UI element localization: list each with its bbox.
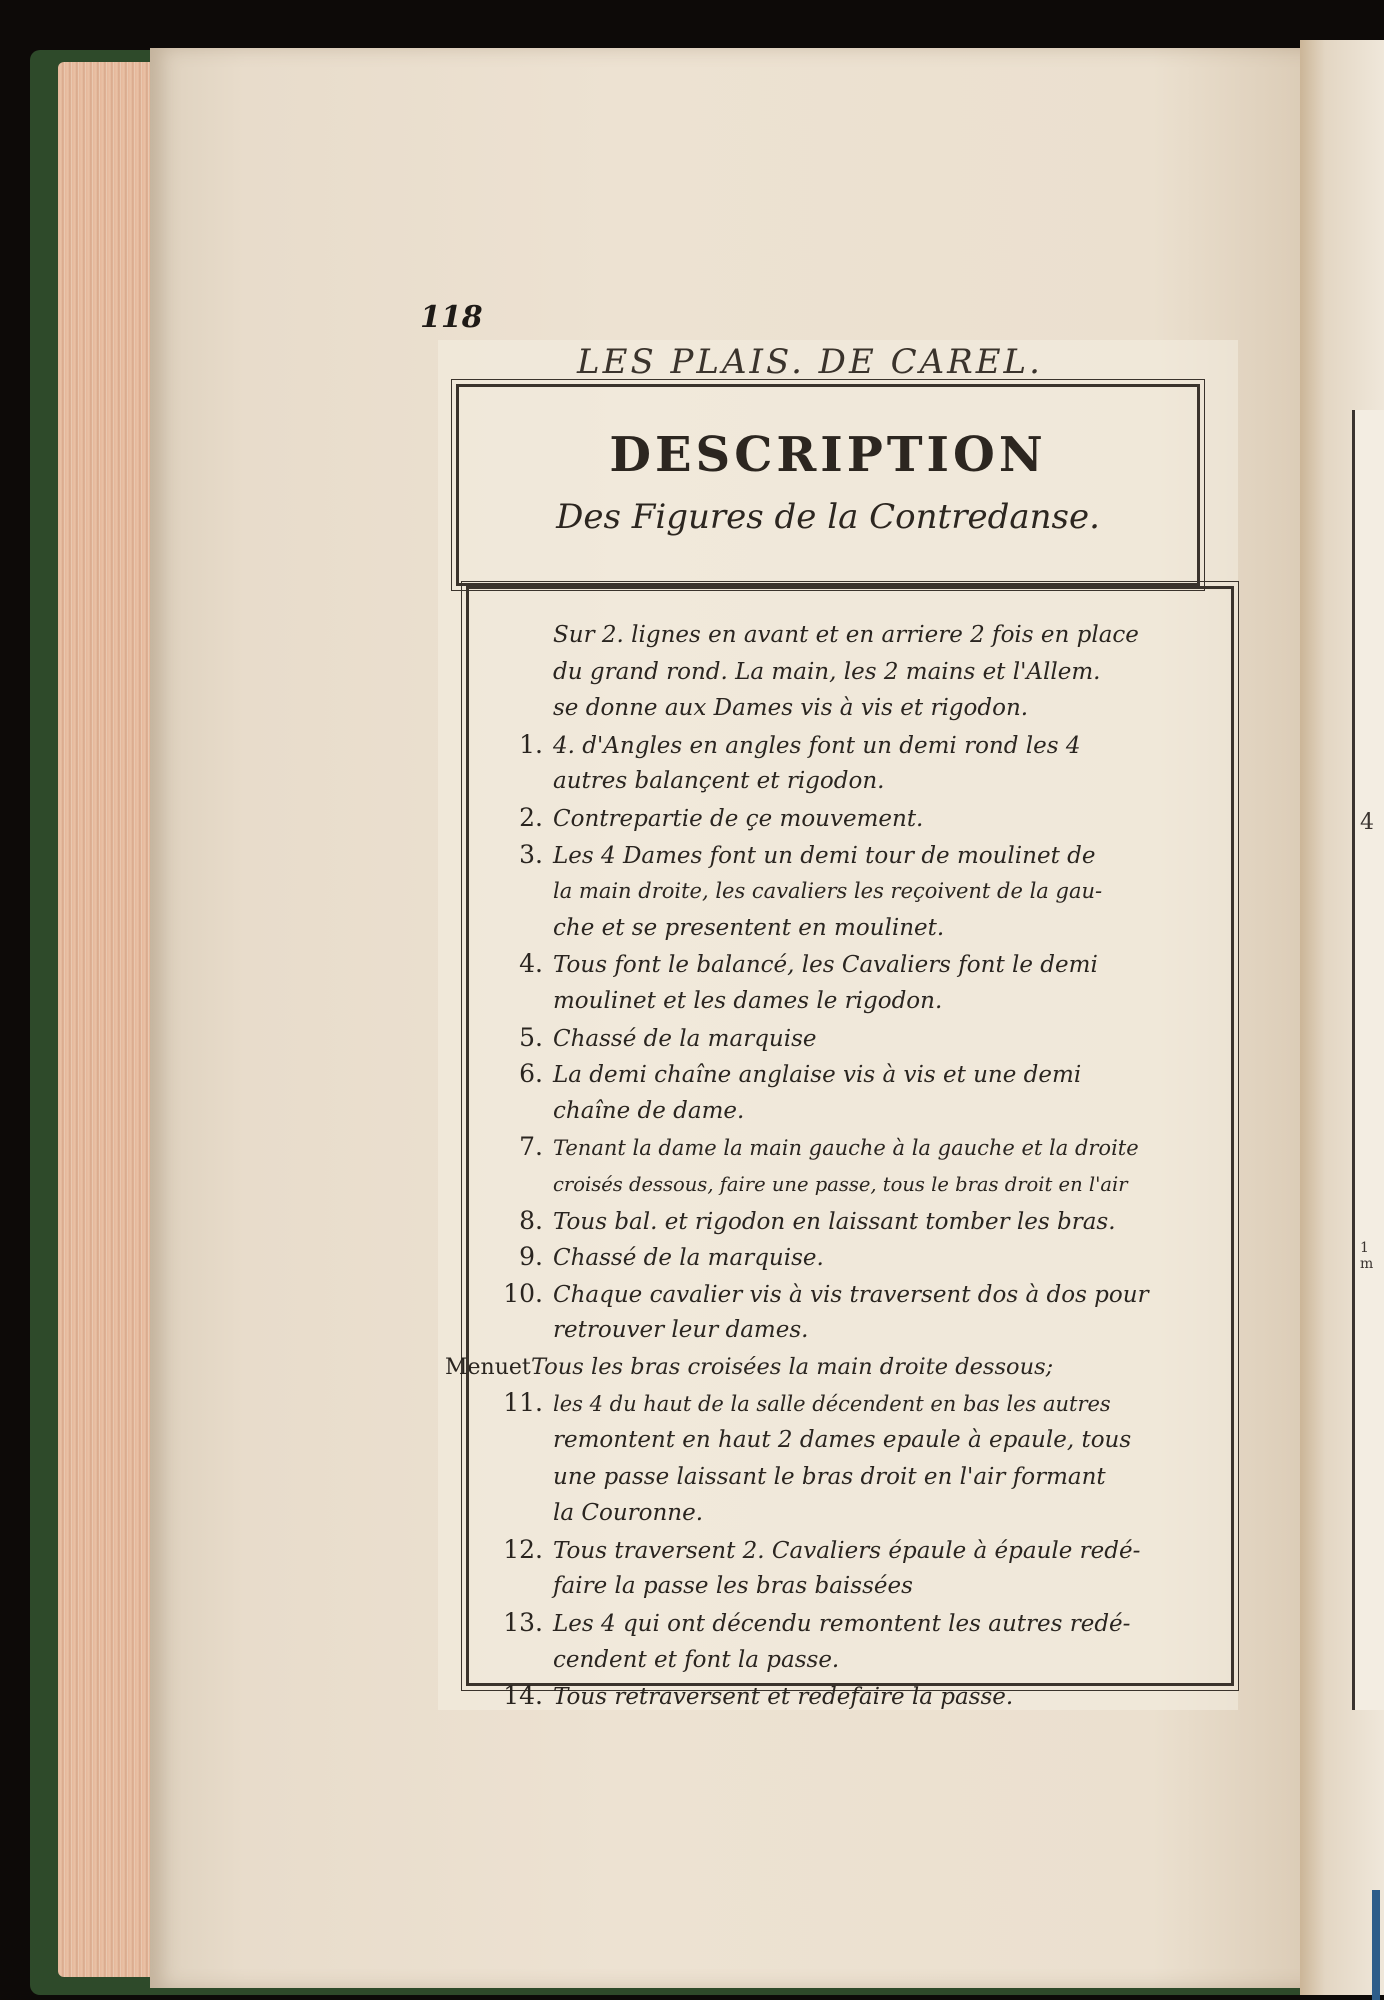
description-line: [489, 1605, 1219, 1642]
figure-text: remontent en haut 2 dames epaule à epaule, tous: [553, 1427, 1132, 1454]
figure-text: une passe laissant le bras droit en l'air formant: [553, 1463, 1106, 1490]
figure-text: Les 4 Dames font un demi tour de moulinet de: [553, 842, 1096, 869]
description-line: [489, 690, 1219, 727]
description-line: [489, 1495, 1219, 1532]
description-line: [489, 1203, 1219, 1240]
figure-text: la main droite, les cavaliers les reçoivent de la gau-: [553, 879, 1103, 904]
description-line: [489, 837, 1219, 874]
right-page: [1300, 40, 1384, 1995]
figure-number: 13.: [503, 1608, 543, 1638]
adjacent-glyph: 4: [1360, 810, 1374, 835]
figure-text: croisés dessous, faire une passe, tous le bras droit en l'air: [553, 1172, 1128, 1196]
description-line: [489, 800, 1219, 837]
description-line: [489, 617, 1219, 654]
figure-text: Sur 2. lignes en avant et en arriere 2 fois en place: [553, 622, 1139, 648]
description-line: [489, 1129, 1219, 1166]
figure-number: 8.: [519, 1205, 543, 1235]
description-line: [489, 1239, 1219, 1276]
figure-number: 10.: [503, 1278, 543, 1308]
figure-text: du grand rond. La main, les 2 mains et l'Allem.: [553, 658, 1101, 685]
figure-text: Tous les bras croisées la main droite dessous;: [531, 1353, 1054, 1380]
figure-text: autres balançent et rigodon.: [553, 768, 885, 795]
description-line: [489, 983, 1219, 1020]
description-line: [489, 1020, 1219, 1057]
figure-text: faire la passe les bras baissées: [553, 1573, 913, 1600]
plate-subtitle: Des Figures de la Contredanse.: [556, 497, 1100, 537]
running-head: LES PLAIS. DE CAREL.: [577, 342, 1043, 382]
page-number: 118: [420, 300, 483, 335]
figure-list: [445, 617, 1219, 1715]
figure-number: 11.: [503, 1388, 543, 1418]
figure-text: 4. d'Angles en angles font un demi rond les 4: [553, 732, 1081, 759]
description-line: [489, 1532, 1219, 1569]
description-line: [445, 1349, 1219, 1386]
figure-text: Tenant la dame la main gauche à la gauche et la droite: [553, 1136, 1139, 1161]
description-line: [489, 1422, 1219, 1459]
figure-text: Chaque cavalier vis à vis traversent dos à dos pour: [553, 1281, 1149, 1308]
figure-text: Tous font le balancé, les Cavaliers font le demi: [553, 952, 1098, 979]
description-line: [489, 1276, 1219, 1313]
description-line: [489, 1459, 1219, 1496]
description-line: [489, 1678, 1219, 1715]
bookmark-ribbon: [1372, 1890, 1380, 2000]
figure-text: les 4 du haut de la salle décendent en bas les autres: [553, 1392, 1111, 1417]
description-line: [489, 1093, 1219, 1130]
adjacent-plate-edge: [1352, 410, 1384, 1710]
figure-text: Chassé de la marquise.: [553, 1245, 824, 1272]
description-line: [489, 1166, 1219, 1203]
description-line: [489, 910, 1219, 947]
plate-title: DESCRIPTION: [609, 427, 1047, 483]
description-line: [489, 1385, 1219, 1422]
figure-text: cendent et font la passe.: [553, 1646, 840, 1673]
title-cartouche: [456, 384, 1200, 586]
figure-text: retrouver leur dames.: [553, 1317, 809, 1344]
description-line: [489, 1312, 1219, 1349]
figure-number: 12.: [503, 1534, 543, 1564]
figure-text: La demi chaîne anglaise vis à vis et une demi: [553, 1062, 1082, 1089]
figure-number: 6.: [519, 1059, 543, 1089]
figures-description-frame: [445, 586, 1234, 1711]
figure-text: Tous retraversent et redefaire la passe.: [553, 1684, 1014, 1711]
figure-number: 9.: [519, 1242, 543, 1272]
figure-number: 2.: [519, 802, 543, 832]
figure-number: 14.: [503, 1681, 543, 1711]
figure-number: 4.: [519, 949, 543, 979]
figure-text: Les 4 qui ont décendu remontent les autres redé-: [553, 1611, 1131, 1638]
figure-text: Contrepartie de çe mouvement.: [553, 805, 924, 832]
figure-text: Tous traversent 2. Cavaliers épaule à épaule redé-: [553, 1537, 1141, 1564]
figure-text: la Couronne.: [553, 1500, 704, 1527]
figure-text: Chassé de la marquise: [553, 1025, 817, 1052]
adjacent-glyph: 1 m: [1360, 1240, 1374, 1272]
description-line: [489, 946, 1219, 983]
figure-number: 7.: [519, 1132, 543, 1162]
section-label: Menuet: [445, 1354, 531, 1380]
figure-number: 5.: [519, 1022, 543, 1052]
description-line: [489, 1568, 1219, 1605]
figure-text: che et se presentent en moulinet.: [553, 914, 945, 941]
figure-text: chaîne de dame.: [553, 1097, 745, 1124]
figure-number: 3.: [519, 839, 543, 869]
description-line: [489, 1056, 1219, 1093]
figure-text: Tous bal. et rigodon en laissant tomber les bras.: [553, 1208, 1116, 1235]
figure-text: se donne aux Dames vis à vis et rigodon.: [553, 695, 1029, 722]
figure-text: moulinet et les dames le rigodon.: [553, 987, 943, 1014]
figure-number: 1.: [519, 729, 543, 759]
description-line: [489, 1642, 1219, 1679]
description-line: [489, 654, 1219, 691]
description-line: [489, 763, 1219, 800]
description-line: [489, 873, 1219, 910]
description-line: [489, 727, 1219, 764]
